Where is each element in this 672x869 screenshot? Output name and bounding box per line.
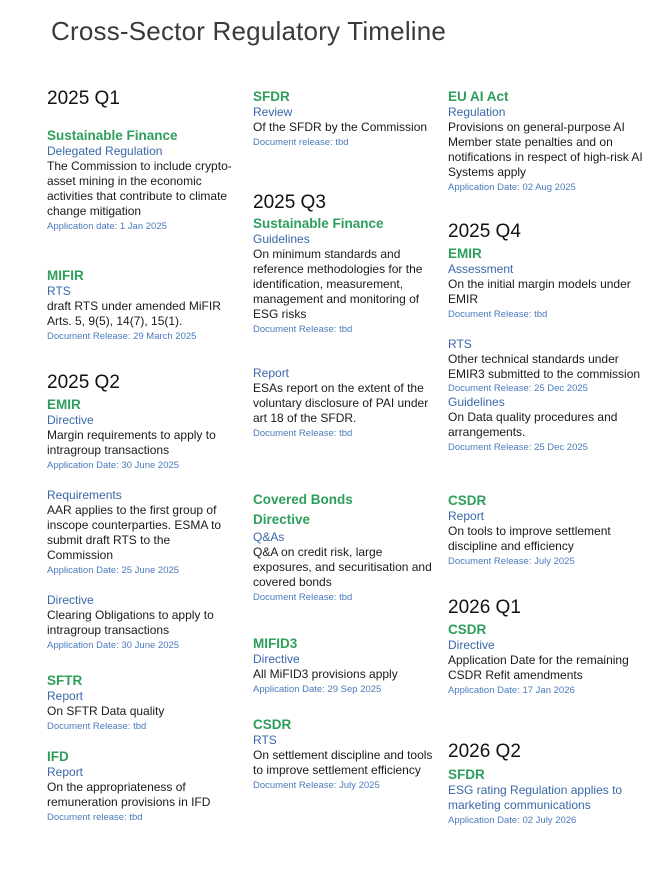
entry-description: ESAs report on the extent of the voluntary disclosure of PAI under art 18 of the SFDR.: [253, 381, 429, 425]
entry-description: Margin requirements to apply to intragroup transactions: [47, 428, 216, 457]
entry-category: RTS: [253, 733, 277, 747]
entry-date: Application Date: 30 June 2025: [47, 640, 180, 651]
entry-date: Application Date: 30 June 2025: [47, 460, 180, 471]
timeline-entry: [47, 488, 237, 577]
entry-date: Document Release: July 2025: [448, 556, 575, 567]
entry-category: Directive: [47, 413, 94, 427]
entry-date: Document Release: tbd: [253, 324, 353, 335]
entry-category: Delegated Regulation: [47, 144, 163, 158]
quarter-heading: 2026 Q2: [448, 741, 521, 762]
entry-sector: Covered Bonds Directive: [253, 492, 353, 527]
timeline-entry: [47, 672, 237, 733]
entry-sector: CSDR: [448, 493, 487, 508]
entry-sector: IFD: [47, 749, 69, 764]
entry-date: Document release: tbd: [47, 812, 143, 823]
entry-sector: SFDR: [253, 89, 290, 104]
entry-sector: EU AI Act: [448, 89, 509, 104]
entry-category: Q&As: [253, 530, 285, 544]
entry-description: Application Date for the remaining CSDR Refit amendments: [448, 653, 629, 682]
entry-sector: EMIR: [47, 397, 81, 412]
entry-category: ESG rating Regulation applies to marketing communications: [448, 783, 623, 812]
timeline-entry: [448, 245, 648, 321]
entry-sector: SFDR: [448, 767, 485, 782]
quarter-heading: 2025 Q3: [253, 192, 326, 213]
quarter-heading: 2026 Q1: [448, 597, 521, 618]
entry-date: Application date: 1 Jan 2025: [47, 221, 167, 232]
page-title: Cross-Sector Regulatory Timeline: [51, 16, 447, 46]
entry-date: Application Date: 02 Aug 2025: [448, 182, 576, 193]
timeline-entry: [253, 88, 433, 149]
entry-description: Clearing Obligations to apply to intragroup transactions: [47, 608, 214, 637]
entry-date: Application Date: 25 June 2025: [47, 565, 180, 576]
entry-category: Directive: [253, 652, 300, 666]
entry-category: Report: [448, 509, 485, 523]
entry-sector: EMIR: [448, 246, 482, 261]
entry-description: Q&A on credit risk, large exposures, and securitisation and covered bonds: [253, 545, 432, 589]
timeline-entry: [47, 127, 237, 233]
entry-date: Document Release: tbd: [47, 721, 147, 732]
timeline-entry: [253, 215, 433, 336]
entry-description: On minimum standards and reference methodologies for the identification, measurement, management and monitoring of ESG risks: [253, 247, 423, 321]
entry-date: Document release: tbd: [253, 137, 349, 148]
entry-category: Directive: [47, 593, 94, 607]
entry-sector: SFTR: [47, 673, 83, 688]
entry-date: Document Release: tbd: [448, 309, 548, 320]
entry-description: On settlement discipline and tools to improve settlement efficiency: [253, 748, 433, 777]
timeline-entry: [448, 337, 648, 454]
quarter-heading: 2025 Q4: [448, 221, 521, 242]
entry-sector: MIFID3: [253, 636, 298, 651]
timeline-entry: [448, 766, 648, 827]
entry-category: Guidelines: [253, 232, 310, 246]
entry-description: draft RTS under amended MiFIR Arts. 5, 9(5), 14(7), 15(1).: [47, 299, 221, 328]
timeline-entry: [448, 492, 648, 568]
timeline-entry: [47, 593, 237, 652]
entry-date: Application Date: 17 Jan 2026: [448, 685, 575, 696]
entry-category: Guidelines: [448, 395, 505, 409]
entry-category: Review: [253, 105, 293, 119]
entry-description: On the initial margin models under EMIR: [448, 277, 631, 306]
timeline-entry: [448, 621, 648, 697]
timeline-entry: [253, 366, 433, 440]
entry-date: Document Release: 25 Dec 2025: [448, 383, 588, 394]
entry-description: AAR applies to the first group of inscope counterparties. ESMA to submit draft RTS to the Commission: [47, 503, 222, 562]
quarter-heading: 2025 Q1: [47, 88, 120, 109]
timeline-entry: [448, 88, 648, 194]
timeline-entry: [47, 267, 237, 343]
entry-description: On Data quality procedures and arrangements.: [448, 410, 618, 439]
entry-description: All MiFID3 provisions apply: [253, 667, 398, 681]
entry-description: The Commission to include crypto-asset mining in the economic activities that contribute to climate change mitigation: [47, 159, 232, 218]
entry-description: On SFTR Data quality: [47, 704, 165, 718]
entry-description: On the appropriateness of remuneration provisions in IFD: [47, 780, 211, 809]
entry-date: Document Release: 29 March 2025: [47, 331, 197, 342]
entry-category: Regulation: [448, 105, 506, 119]
entry-date: Application Date: 29 Sep 2025: [253, 684, 382, 695]
entry-description: Provisions on general-purpose AI Member state penalties and on notifications in respect of high-risk AI Systems apply: [448, 120, 643, 179]
entry-date: Document Release: tbd: [253, 592, 353, 603]
timeline-entry: [253, 490, 433, 604]
entry-category: RTS: [47, 284, 71, 298]
entry-category: Report: [253, 366, 290, 380]
entry-date: Document Release: July 2025: [253, 780, 380, 791]
entry-sector: CSDR: [253, 717, 292, 732]
entry-description: Other technical standards under EMIR3 submitted to the commission: [448, 352, 641, 381]
entry-sector: Sustainable Finance: [253, 216, 384, 231]
quarter-heading: 2025 Q2: [47, 372, 120, 393]
entry-category: Report: [47, 765, 84, 779]
entry-category: Report: [47, 689, 84, 703]
entry-sector: CSDR: [448, 622, 487, 637]
entry-date: Document Release: 25 Dec 2025: [448, 442, 588, 453]
entry-category: Requirements: [47, 488, 122, 502]
entry-description: Of the SFDR by the Commission: [253, 120, 428, 134]
entry-sector: MIFIR: [47, 268, 84, 283]
entry-description: On tools to improve settlement discipline and efficiency: [448, 524, 611, 553]
entry-date: Document Release: tbd: [253, 428, 353, 439]
timeline-entry: [47, 748, 237, 824]
entry-date: Application Date: 02 July 2026: [448, 815, 577, 826]
entry-category: Assessment: [448, 262, 514, 276]
entry-sector: Sustainable Finance: [47, 128, 178, 143]
entry-category: RTS: [448, 337, 472, 351]
timeline-entry: [253, 635, 433, 696]
timeline-entry: [47, 396, 237, 472]
entry-category: Directive: [448, 638, 495, 652]
timeline-entry: [253, 716, 433, 792]
